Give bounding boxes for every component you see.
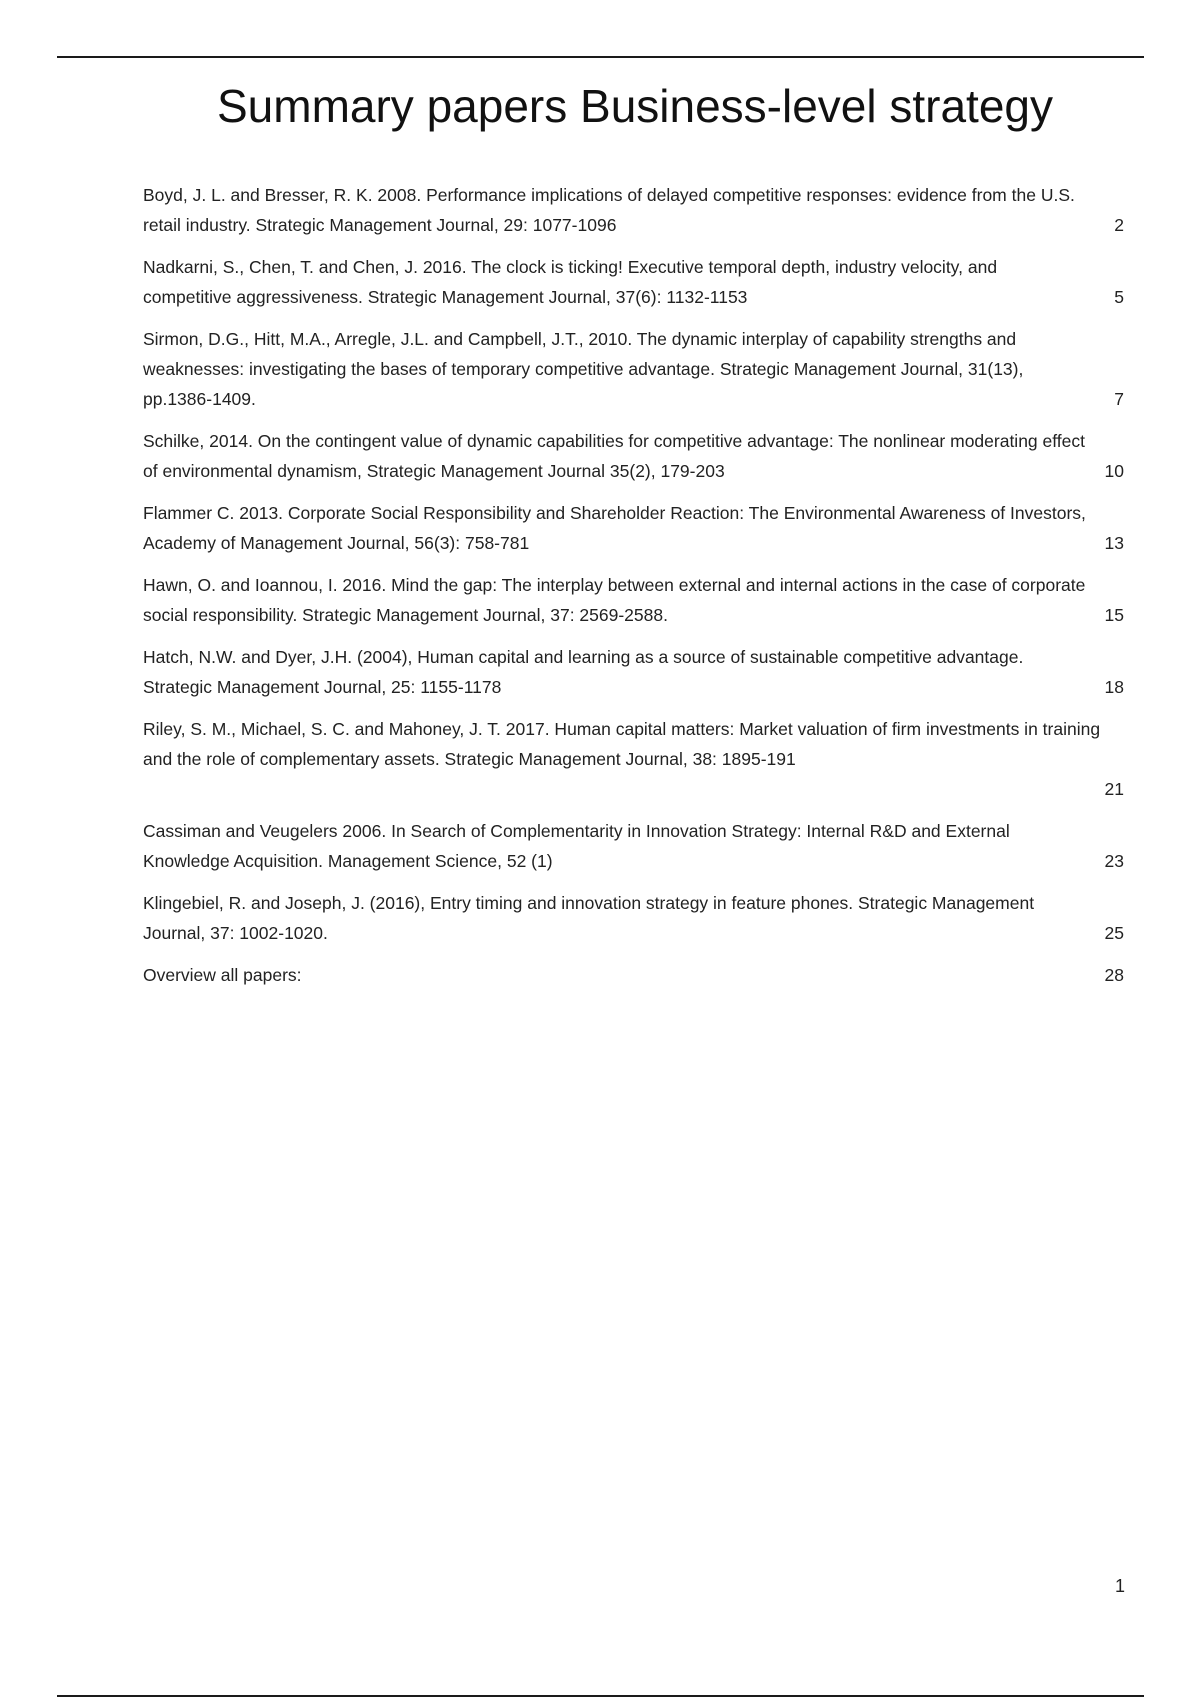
toc-entry-text: Boyd, J. L. and Bresser, R. K. 2008. Performance implications of delayed competitive responses: evidence from the U.S. retail industry. Strategic Management Journal, 29: 1077-1096: [143, 185, 1075, 235]
toc-entry[interactable]: [143, 180, 1124, 240]
toc-entry[interactable]: [143, 252, 1124, 312]
toc-entry[interactable]: [143, 816, 1124, 876]
toc-entry-page: 25: [1104, 923, 1124, 943]
toc-entry-text: Hatch, N.W. and Dyer, J.H. (2004), Human capital and learning as a source of sustainable competitive advantage. Strategic Management Journal, 25: 1155-1178: [143, 647, 1024, 697]
toc-entry[interactable]: [143, 426, 1124, 486]
toc-entry-text: Hawn, O. and Ioannou, I. 2016. Mind the gap: The interplay between external and internal actions in the case of corporate social responsibility. Strategic Management Journal, 37: 2569-2588.: [143, 575, 1086, 625]
top-rule: [57, 56, 1144, 58]
toc-entry[interactable]: [143, 498, 1124, 558]
toc-entry[interactable]: [143, 714, 1124, 804]
toc-entry-text: Overview all papers:: [143, 965, 302, 985]
toc-entry-page: 7: [1114, 389, 1124, 409]
toc-entry-page: 21: [1104, 779, 1124, 799]
toc-entry[interactable]: [143, 888, 1124, 948]
page-title: Summary papers Business-level strategy: [217, 80, 1053, 132]
toc-entry[interactable]: [143, 324, 1124, 414]
toc-entry-page: 18: [1104, 677, 1124, 697]
toc-entry-text: Nadkarni, S., Chen, T. and Chen, J. 2016. The clock is ticking! Executive temporal depth, industry velocity, and competitive aggressiveness. Strategic Management Journal, 37(6): 1132-1153: [143, 257, 998, 307]
toc-entry-text: Schilke, 2014. On the contingent value of dynamic capabilities for competitive advantage: The nonlinear moderating effect of environmental dynamism, Strategic Management Journal 35(2), 179-203: [143, 431, 1086, 481]
toc-entry-text: Riley, S. M., Michael, S. C. and Mahoney, J. T. 2017. Human capital matters: Market valuation of firm investments in training and the role of complementary assets. Strategic Management Journal, 38: 1895-191: [143, 719, 1101, 769]
table-of-contents: [143, 180, 1124, 1002]
toc-entry-page: 2: [1114, 215, 1124, 235]
toc-entry-page: 5: [1114, 287, 1124, 307]
toc-entry[interactable]: [143, 960, 1124, 990]
toc-entry-text: Klingebiel, R. and Joseph, J. (2016), Entry timing and innovation strategy in feature phones. Strategic Management Journal, 37: 1002-1020.: [143, 893, 1035, 943]
toc-entry-text: Sirmon, D.G., Hitt, M.A., Arregle, J.L. and Campbell, J.T., 2010. The dynamic interplay of capability strengths and weaknesses: investigating the bases of temporary competitive advantage. Strategic Management Journal, 31(13), pp.1386-1409.: [143, 329, 1024, 409]
toc-entry[interactable]: [143, 570, 1124, 630]
toc-entry-page: 13: [1104, 533, 1124, 553]
page-number: 1: [1114, 1576, 1125, 1596]
toc-entry[interactable]: [143, 642, 1124, 702]
toc-entry-page: 28: [1104, 965, 1124, 985]
bottom-rule: [57, 1695, 1144, 1697]
toc-entry-page: 10: [1104, 461, 1124, 481]
toc-entry-text: Flammer C. 2013. Corporate Social Responsibility and Shareholder Reaction: The Environmental Awareness of Investors, Academy of Management Journal, 56(3): 758-781: [143, 503, 1086, 553]
toc-entry-text: Cassiman and Veugelers 2006. In Search of Complementarity in Innovation Strategy: Internal R&D and External Knowledge Acquisition. Management Science, 52 (1): [143, 821, 1010, 871]
toc-entry-page: 15: [1104, 605, 1124, 625]
toc-entry-page: 23: [1104, 851, 1124, 871]
